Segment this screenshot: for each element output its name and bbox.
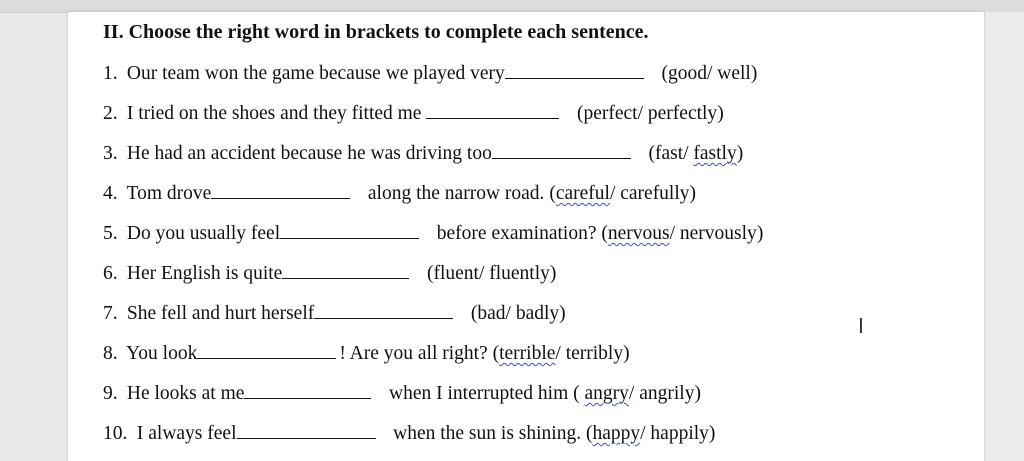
sentence-text: Our team won the game because we played very bbox=[126, 63, 505, 84]
sentence-9: 9. He looks at me when I interrupted him ( angry/ angrily) bbox=[103, 383, 701, 404]
answer-blank[interactable] bbox=[492, 157, 631, 159]
sentence-1: 1. Our team won the game because we played very (good/ well) bbox=[103, 63, 758, 84]
item-number: 10. bbox=[103, 423, 128, 444]
option-b: fluently bbox=[489, 263, 550, 284]
sentence-text: Her English is quite bbox=[126, 263, 283, 284]
sentence-6: 6. Her English is quite (fluent/ fluently) bbox=[103, 263, 557, 284]
answer-blank[interactable] bbox=[211, 197, 350, 199]
sentence-4: 4. Tom drove along the narrow road. (careful/ carefully) bbox=[103, 183, 697, 204]
text-cursor-icon: I bbox=[858, 314, 864, 338]
option-b: nervously bbox=[679, 223, 757, 244]
option-b: angrily bbox=[639, 383, 695, 404]
option-b: carefully bbox=[620, 183, 690, 204]
sentence-text: I tried on the shoes and they fitted me bbox=[126, 103, 422, 124]
option-b: fastly bbox=[693, 143, 737, 164]
option-b: terribly bbox=[565, 343, 624, 364]
option-a: careful bbox=[555, 183, 610, 204]
sentence-text-after: before examination? bbox=[436, 223, 597, 244]
sentence-8: 8. You look ! Are you all right? (terrible/ terribly) bbox=[103, 343, 630, 364]
answer-blank[interactable] bbox=[282, 277, 409, 279]
item-number: 9. bbox=[103, 383, 118, 404]
option-a: happy bbox=[592, 423, 641, 444]
option-a: terrible bbox=[499, 343, 556, 364]
answer-blank[interactable] bbox=[237, 437, 376, 439]
sentence-2: 2. I tried on the shoes and they fitted me (perfect/ perfectly) bbox=[103, 103, 724, 124]
answer-blank[interactable] bbox=[197, 357, 336, 359]
option-a: angry bbox=[584, 383, 629, 404]
item-number: 4. bbox=[103, 183, 118, 204]
item-number: 2. bbox=[103, 103, 118, 124]
document-page bbox=[68, 12, 984, 461]
sentence-7: 7. She fell and hurt herself (bad/ badly) bbox=[103, 303, 566, 324]
item-number: 3. bbox=[103, 143, 118, 164]
item-number: 5. bbox=[103, 223, 118, 244]
sentence-10: 10. I always feel when the sun is shining. (happy/ happily) bbox=[103, 423, 716, 444]
sentence-text: She fell and hurt herself bbox=[126, 303, 315, 324]
answer-blank[interactable] bbox=[314, 317, 453, 319]
item-number: 8. bbox=[103, 343, 118, 364]
item-number: 7. bbox=[103, 303, 118, 324]
sentence-3: 3. He had an accident because he was driving too (fast/ fastly) bbox=[103, 143, 744, 164]
option-b: well bbox=[717, 63, 751, 84]
option-b: badly bbox=[515, 303, 560, 324]
sentence-text-after: along the narrow road. bbox=[367, 183, 545, 204]
option-a: perfect bbox=[583, 103, 638, 124]
sentence-text: Tom drove bbox=[126, 183, 212, 204]
option-b: happily bbox=[650, 423, 709, 444]
exercise-heading: II. Choose the right word in brackets to complete each sentence. bbox=[103, 21, 649, 43]
option-a: bad bbox=[477, 303, 506, 324]
sentence-text-after: ! Are you all right? bbox=[339, 343, 488, 364]
option-a: good bbox=[667, 63, 707, 84]
sentence-text: Do you usually feel bbox=[126, 223, 281, 244]
sentence-text: I always feel bbox=[136, 423, 237, 444]
option-b: perfectly bbox=[647, 103, 718, 124]
option-a: nervous bbox=[607, 223, 670, 244]
option-a: fluent bbox=[433, 263, 479, 284]
item-number: 6. bbox=[103, 263, 118, 284]
answer-blank[interactable] bbox=[280, 237, 419, 239]
sentence-text: You look bbox=[126, 343, 198, 364]
sentence-text-after: when I interrupted him bbox=[389, 383, 569, 404]
item-number: 1. bbox=[103, 63, 118, 84]
answer-blank[interactable] bbox=[244, 397, 371, 399]
sentence-text-after: when the sun is shining. bbox=[393, 423, 582, 444]
document-margin bbox=[985, 12, 1024, 461]
sentence-5: 5. Do you usually feel before examination? (nervous/ nervously) bbox=[103, 223, 764, 244]
option-a: fast bbox=[654, 143, 684, 164]
sentence-text: He looks at me bbox=[126, 383, 245, 404]
sentence-text: He had an accident because he was driving too bbox=[126, 143, 492, 164]
answer-blank[interactable] bbox=[426, 117, 559, 119]
answer-blank[interactable] bbox=[505, 77, 644, 79]
